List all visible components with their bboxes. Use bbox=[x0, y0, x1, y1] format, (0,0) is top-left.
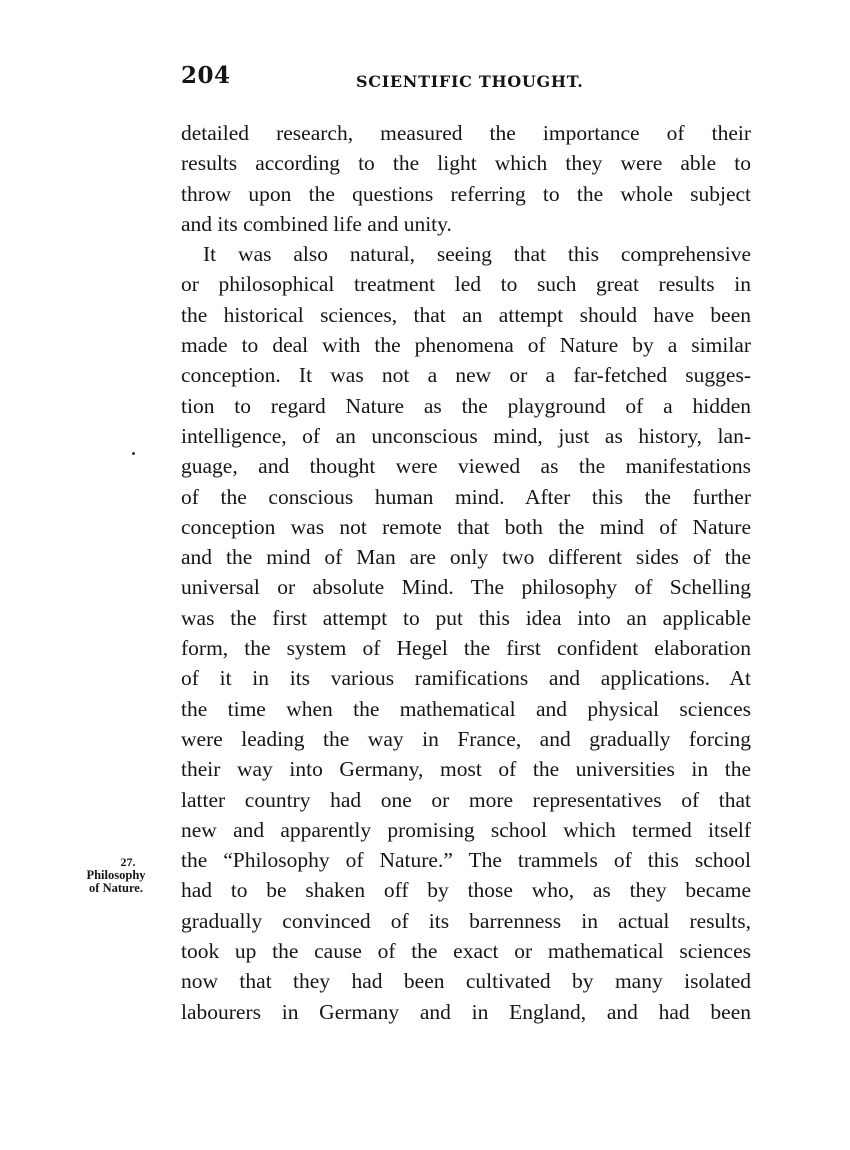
margin-sidenote bbox=[66, 856, 166, 895]
text-line: and the mind of Man are only two different sides of the bbox=[181, 545, 751, 570]
text-line: took up the cause of the exact or mathematical sciences bbox=[181, 939, 751, 964]
text-line: universal or absolute Mind. The philosophy of Schelling bbox=[181, 575, 751, 600]
page-number: 204 bbox=[181, 62, 231, 89]
text-line: the time when the mathematical and physical sciences bbox=[181, 696, 751, 721]
text-line: detailed research, measured the importance of their bbox=[181, 121, 751, 145]
ink-speck bbox=[132, 452, 135, 455]
text-line: of it in its various ramifications and applications. At bbox=[181, 666, 751, 691]
text-line: labourers in Germany and in England, and had been bbox=[181, 999, 751, 1024]
page-header bbox=[181, 62, 751, 96]
text-line: guage, and thought were viewed as the manifestations bbox=[181, 454, 751, 479]
text-line: intelligence, of an unconscious mind, just as history, lan- bbox=[181, 423, 751, 448]
text-line: were leading the way in France, and gradually forcing bbox=[181, 726, 751, 751]
text-line: their way into Germany, most of the universities in the bbox=[181, 757, 751, 782]
text-line: made to deal with the phenomena of Nature by a similar bbox=[181, 333, 751, 358]
running-title: SCIENTIFIC THOUGHT. bbox=[356, 72, 584, 91]
text-line: throw upon the questions referring to the whole subject bbox=[181, 181, 751, 206]
text-line: the “Philosophy of Nature.” The trammels of this school bbox=[181, 848, 751, 873]
text-line: conception. It was not a new or a far-fetched sugges- bbox=[181, 363, 751, 388]
text-line: of the conscious human mind. After this the further bbox=[181, 484, 751, 509]
text-line: conception was not remote that both the mind of Nature bbox=[181, 514, 751, 539]
text-line: results according to the light which they were able to bbox=[181, 151, 751, 176]
text-line: now that they had been cultivated by many isolated bbox=[181, 969, 751, 994]
text-line: new and apparently promising school which termed itself bbox=[181, 817, 751, 842]
text-line: was the first attempt to put this idea into an applicable bbox=[181, 605, 751, 630]
text-line: or philosophical treatment led to such great results in bbox=[181, 272, 751, 297]
text-line: had to be shaken off by those who, as they became bbox=[181, 878, 751, 903]
body-text bbox=[181, 118, 751, 1027]
text-line: the historical sciences, that an attempt should have been bbox=[181, 302, 751, 327]
sidenote-text-line: Philosophy bbox=[86, 868, 146, 882]
text-line: and its combined life and unity. bbox=[181, 211, 452, 236]
sidenote-text-line: of Nature. bbox=[89, 881, 143, 895]
text-line: latter country had one or more representatives of that bbox=[181, 787, 751, 812]
text-line: gradually convinced of its barrenness in actual results, bbox=[181, 908, 751, 933]
text-line: It was also natural, seeing that this comprehensive bbox=[203, 242, 751, 267]
sidenote-number: 27. bbox=[120, 855, 136, 869]
text-line: tion to regard Nature as the playground of a hidden bbox=[181, 393, 751, 418]
text-line: form, the system of Hegel the first confident elaboration bbox=[181, 636, 751, 661]
